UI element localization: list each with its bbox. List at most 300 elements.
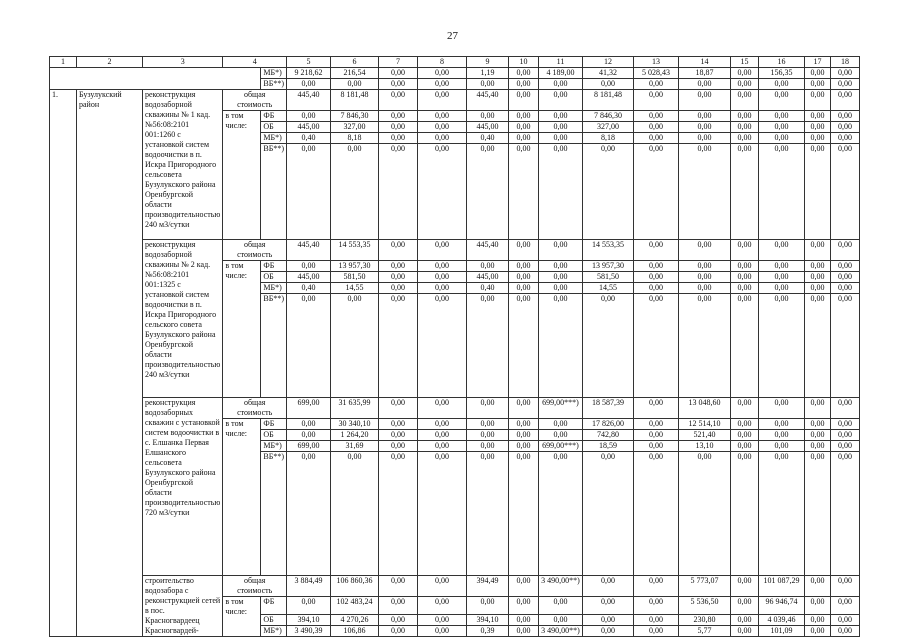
value-cell: 0,00 [467,111,509,122]
value-cell: 0,00 [418,90,467,111]
value-cell: 4 270,26 [331,615,379,626]
value-cell: 0,00 [634,452,679,576]
value-cell: 0,00 [509,68,539,79]
value-cell: 0,00 [509,576,539,597]
value-cell: 0,00 [379,626,418,637]
value-cell: 0,00 [539,283,583,294]
value-cell: 0,00 [418,122,467,133]
value-cell: 13,10 [679,441,731,452]
value-cell: 0,00 [379,240,418,261]
value-cell: 0,00 [379,144,418,240]
value-cell: 0,00 [831,626,860,637]
source-cell: ФБ [261,261,287,272]
value-cell: 0,00 [583,597,634,615]
value-cell: 0,00 [379,615,418,626]
value-cell: 0,00 [467,419,509,430]
value-cell: 0,00 [805,398,831,419]
value-cell: 445,00 [287,122,331,133]
value-cell: 0,00 [379,283,418,294]
value-cell: 0,00 [583,615,634,626]
total-label: общая стоимость [223,398,287,419]
column-number: 16 [759,57,805,68]
value-cell: 445,40 [467,90,509,111]
value-cell: 0,00 [418,133,467,144]
value-cell: 0,00 [634,615,679,626]
value-cell: 0,00 [418,597,467,615]
value-cell: 0,00 [831,615,860,626]
value-cell: 0,00 [379,398,418,419]
value-cell: 0,00 [805,441,831,452]
value-cell: 0,00 [731,122,759,133]
value-cell: 581,50 [331,272,379,283]
source-cell: МБ*) [261,626,287,637]
value-cell: 0,00 [831,261,860,272]
value-cell: 0,00 [539,272,583,283]
value-cell: 0,00 [805,430,831,441]
value-cell: 0,40 [287,283,331,294]
value-cell: 216,54 [331,68,379,79]
incl-label: в том числе: [223,111,261,240]
value-cell: 0,00 [731,68,759,79]
column-number: 1 [50,57,77,68]
value-cell: 0,00 [539,419,583,430]
value-cell: 0,00 [805,283,831,294]
row-number: 1. [50,90,77,637]
value-cell: 5 536,50 [679,597,731,615]
value-cell: 0,00 [379,272,418,283]
value-cell: 0,00 [331,294,379,398]
value-cell: 0,00 [418,240,467,261]
value-cell: 0,00 [418,261,467,272]
value-cell: 0,00 [731,294,759,398]
value-cell: 0,40 [287,133,331,144]
column-number: 13 [634,57,679,68]
value-cell: 0,00 [539,240,583,261]
value-cell: 394,10 [467,615,509,626]
value-cell: 13 048,60 [679,398,731,419]
column-number: 15 [731,57,759,68]
value-cell: 0,00 [831,283,860,294]
value-cell: 0,00 [467,430,509,441]
value-cell: 0,00 [805,452,831,576]
value-cell: 0,00 [679,122,731,133]
value-cell: 0,00 [418,111,467,122]
value-cell: 699,00 [287,398,331,419]
value-cell: 0,00 [731,626,759,637]
value-cell: 5,77 [679,626,731,637]
value-cell: 0,00 [509,283,539,294]
value-cell: 0,00 [287,452,331,576]
value-cell: 0,00 [634,576,679,597]
value-cell: 0,00 [539,144,583,240]
value-cell: 0,00 [539,90,583,111]
value-cell: 0,00 [467,294,509,398]
value-cell: 0,00 [831,398,860,419]
value-cell: 9 218,62 [287,68,331,79]
value-cell: 0,00 [831,122,860,133]
value-cell: 0,00 [418,294,467,398]
value-cell: 0,00 [731,90,759,111]
value-cell: 8,18 [583,133,634,144]
value-cell: 0,00 [583,452,634,576]
value-cell: 0,00 [287,419,331,430]
value-cell: 0,00 [539,111,583,122]
value-cell: 4 039,46 [759,615,805,626]
value-cell: 0,00 [731,597,759,615]
column-number: 7 [379,57,418,68]
value-cell: 0,00 [634,419,679,430]
source-cell: ОБ [261,430,287,441]
value-cell: 13 957,30 [583,261,634,272]
source-cell: ВБ**) [261,79,287,90]
source-cell: МБ*) [261,68,287,79]
value-cell: 0,00 [331,79,379,90]
value-cell: 0,00 [731,430,759,441]
value-cell: 13 957,30 [331,261,379,272]
value-cell: 0,00 [805,240,831,261]
value-cell: 0,00 [805,90,831,111]
value-cell: 0,00 [831,452,860,576]
value-cell: 41,32 [583,68,634,79]
value-cell: 0,00 [379,441,418,452]
value-cell: 0,00 [539,261,583,272]
value-cell: 0,00 [583,576,634,597]
value-cell: 0,00 [731,398,759,419]
value-cell: 0,00 [759,294,805,398]
value-cell: 0,00 [759,133,805,144]
value-cell: 0,00 [731,133,759,144]
value-cell: 0,00 [831,576,860,597]
value-cell: 0,00 [509,144,539,240]
source-cell: МБ*) [261,283,287,294]
value-cell: 327,00 [331,122,379,133]
value-cell: 0,00 [634,144,679,240]
value-cell: 445,00 [287,272,331,283]
value-cell: 0,00 [583,626,634,637]
value-cell: 0,00 [805,615,831,626]
value-cell: 0,00 [509,441,539,452]
value-cell: 8 181,48 [583,90,634,111]
value-cell: 0,40 [467,133,509,144]
value-cell: 0,00 [759,283,805,294]
value-cell: 0,40 [467,283,509,294]
value-cell: 0,00 [509,294,539,398]
value-cell: 0,00 [634,261,679,272]
source-cell: ФБ [261,111,287,122]
value-cell: 0,00 [759,452,805,576]
column-number: 12 [583,57,634,68]
project-description: реконструкция водозаборных скважин с установкой систем водоочистки в с. Елшанка Первая Елшанского сельсовета Бузулукского района Оренбургской области производительностью 720 м3/сутки [143,398,223,576]
source-cell: ФБ [261,597,287,615]
value-cell: 0,00 [679,79,731,90]
value-cell: 0,00 [418,283,467,294]
value-cell: 699,00***) [539,398,583,419]
value-cell: 0,00 [634,133,679,144]
value-cell: 156,35 [759,68,805,79]
value-cell: 0,00 [539,615,583,626]
value-cell: 0,00 [679,144,731,240]
value-cell: 0,00 [831,111,860,122]
value-cell: 0,00 [509,272,539,283]
value-cell: 0,00 [634,111,679,122]
value-cell: 0,39 [467,626,509,637]
value-cell: 18 587,39 [583,398,634,419]
value-cell: 96 946,74 [759,597,805,615]
total-row [50,398,860,419]
value-cell: 0,00 [805,144,831,240]
value-cell: 0,00 [287,111,331,122]
value-cell: 0,00 [634,441,679,452]
column-number: 9 [467,57,509,68]
total-row [50,240,860,261]
value-cell: 0,00 [379,79,418,90]
value-cell: 12 514,10 [679,419,731,430]
column-number: 8 [418,57,467,68]
value-cell: 101,09 [759,626,805,637]
value-cell: 0,00 [539,597,583,615]
value-cell: 0,00 [731,240,759,261]
column-number: 2 [77,57,143,68]
value-cell: 0,00 [731,111,759,122]
value-cell: 0,00 [831,294,860,398]
value-cell: 0,00 [467,79,509,90]
value-cell: 0,00 [759,441,805,452]
column-number: 10 [509,57,539,68]
source-cell: ОБ [261,122,287,133]
source-cell: МБ*) [261,441,287,452]
value-cell: 0,00 [679,111,731,122]
value-cell: 0,00 [759,79,805,90]
value-cell: 0,00 [805,261,831,272]
value-cell: 0,00 [731,615,759,626]
value-cell: 0,00 [634,272,679,283]
value-cell: 0,00 [759,240,805,261]
value-cell: 0,00 [539,79,583,90]
value-cell: 0,00 [731,452,759,576]
value-cell: 0,00 [418,576,467,597]
value-cell: 1 264,20 [331,430,379,441]
value-cell: 8,18 [331,133,379,144]
source-cell: ВБ**) [261,144,287,240]
value-cell: 0,00 [418,626,467,637]
value-cell: 0,00 [379,294,418,398]
value-cell: 14 553,35 [331,240,379,261]
value-cell: 0,00 [634,79,679,90]
value-cell: 0,00 [539,430,583,441]
value-cell: 0,00 [831,272,860,283]
value-cell: 106,86 [331,626,379,637]
value-cell: 230,80 [679,615,731,626]
value-cell: 0,00 [679,272,731,283]
value-cell: 0,00 [759,430,805,441]
value-cell: 0,00 [805,122,831,133]
value-cell: 0,00 [467,398,509,419]
value-cell: 0,00 [731,261,759,272]
value-cell: 0,00 [287,430,331,441]
page-number: 27 [447,30,458,42]
value-cell: 14,55 [583,283,634,294]
value-cell: 0,00 [759,398,805,419]
value-cell: 106 860,36 [331,576,379,597]
source-cell: ОБ [261,615,287,626]
value-cell: 0,00 [759,111,805,122]
value-cell: 0,00 [418,441,467,452]
value-cell: 0,00 [634,626,679,637]
budget-table [49,56,860,637]
value-cell: 0,00 [831,419,860,430]
column-number: 14 [679,57,731,68]
source-cell: ВБ**) [261,452,287,576]
value-cell: 0,00 [759,272,805,283]
value-cell: 0,00 [379,261,418,272]
project-description: реконструкция водозаборной скважины № 2 кад.№56:08:2101 001:1325 с установкой систем водоочистки в п. Искра Пригородного сельского совета Бузулукского района Оренбургской области производительностью 240 м3/сутки [143,240,223,398]
value-cell: 0,00 [731,283,759,294]
value-cell: 0,00 [831,144,860,240]
value-cell: 0,00 [831,90,860,111]
total-label: общая стоимость [223,240,287,261]
total-label: общая стоимость [223,576,287,597]
incl-label: в том числе: [223,597,261,637]
value-cell: 30 340,10 [331,419,379,430]
value-cell: 31 635,99 [331,398,379,419]
value-cell: 445,40 [287,240,331,261]
value-cell: 445,00 [467,272,509,283]
value-cell: 0,00 [539,294,583,398]
value-cell: 0,00 [679,90,731,111]
value-cell: 0,00 [418,430,467,441]
value-cell: 394,10 [287,615,331,626]
value-cell: 0,00 [731,79,759,90]
value-cell: 0,00 [287,597,331,615]
value-cell: 0,00 [634,122,679,133]
value-cell: 0,00 [418,398,467,419]
value-cell: 0,00 [805,68,831,79]
value-cell: 0,00 [418,452,467,576]
value-cell: 699,00***) [539,441,583,452]
value-cell: 445,40 [287,90,331,111]
value-cell: 0,00 [379,111,418,122]
value-cell: 0,00 [731,441,759,452]
value-cell: 102 483,24 [331,597,379,615]
table-row [50,68,860,79]
value-cell: 0,00 [831,240,860,261]
value-cell: 0,00 [634,597,679,615]
value-cell: 0,00 [467,261,509,272]
incl-label: в том числе: [223,261,261,398]
value-cell: 521,40 [679,430,731,441]
value-cell: 0,00 [509,626,539,637]
column-number: 11 [539,57,583,68]
value-cell: 0,00 [731,272,759,283]
value-cell: 0,00 [679,240,731,261]
value-cell: 7 846,30 [331,111,379,122]
value-cell: 0,00 [831,441,860,452]
value-cell: 0,00 [287,261,331,272]
value-cell: 0,00 [634,430,679,441]
value-cell: 0,00 [731,576,759,597]
value-cell: 0,00 [759,144,805,240]
value-cell: 0,00 [509,452,539,576]
value-cell: 14 553,35 [583,240,634,261]
value-cell: 0,00 [539,133,583,144]
value-cell: 0,00 [539,452,583,576]
value-cell: 0,00 [418,144,467,240]
source-cell: ОБ [261,272,287,283]
value-cell: 0,00 [509,122,539,133]
value-cell: 0,00 [379,452,418,576]
value-cell: 0,00 [805,419,831,430]
value-cell: 0,00 [467,144,509,240]
value-cell: 0,00 [287,294,331,398]
value-cell: 0,00 [418,68,467,79]
value-cell: 0,00 [331,452,379,576]
value-cell: 0,00 [805,597,831,615]
value-cell: 0,00 [634,294,679,398]
value-cell: 0,00 [379,419,418,430]
value-cell: 3 490,00**) [539,576,583,597]
value-cell: 0,00 [634,398,679,419]
project-description: реконструкция водозаборной скважины № 1 кад.№56:08:2101 001:1260 с установкой систем водоочистки в п. Искра Пригородного сельсовета Бузулукского района Оренбургской области производительностью 240 м3/сутки [143,90,223,240]
value-cell: 0,00 [805,79,831,90]
value-cell: 0,00 [583,79,634,90]
value-cell: 0,00 [831,79,860,90]
value-cell: 0,00 [679,283,731,294]
value-cell: 0,00 [679,133,731,144]
value-cell: 18,87 [679,68,731,79]
column-number: 5 [287,57,331,68]
blank-cell [50,68,261,90]
total-row [50,90,860,111]
value-cell: 0,00 [379,133,418,144]
value-cell: 0,00 [509,133,539,144]
column-number: 3 [143,57,223,68]
value-cell: 0,00 [759,122,805,133]
value-cell: 0,00 [379,430,418,441]
header-row [50,57,860,68]
value-cell: 101 087,29 [759,576,805,597]
value-cell: 581,50 [583,272,634,283]
value-cell: 0,00 [418,419,467,430]
value-cell: 0,00 [831,133,860,144]
value-cell: 14,55 [331,283,379,294]
value-cell: 0,00 [805,626,831,637]
value-cell: 0,00 [509,398,539,419]
source-cell: ВБ**) [261,294,287,398]
value-cell: 0,00 [509,111,539,122]
value-cell: 0,00 [509,430,539,441]
source-cell: ФБ [261,419,287,430]
value-cell: 0,00 [509,597,539,615]
total-row [50,576,860,597]
column-number: 18 [831,57,860,68]
value-cell: 1,19 [467,68,509,79]
value-cell: 0,00 [509,419,539,430]
value-cell: 3 490,39 [287,626,331,637]
value-cell: 327,00 [583,122,634,133]
value-cell: 0,00 [467,597,509,615]
value-cell: 0,00 [418,79,467,90]
value-cell: 0,00 [831,68,860,79]
value-cell: 0,00 [759,419,805,430]
value-cell: 8 181,48 [331,90,379,111]
value-cell: 0,00 [379,122,418,133]
value-cell: 17 826,00 [583,419,634,430]
value-cell: 0,00 [539,122,583,133]
value-cell: 0,00 [509,615,539,626]
value-cell: 0,00 [731,419,759,430]
project-description: строительство водозабора с реконструкцией сетей в пос. Красногвардеец Красногвардей- [143,576,223,637]
value-cell: 0,00 [467,441,509,452]
